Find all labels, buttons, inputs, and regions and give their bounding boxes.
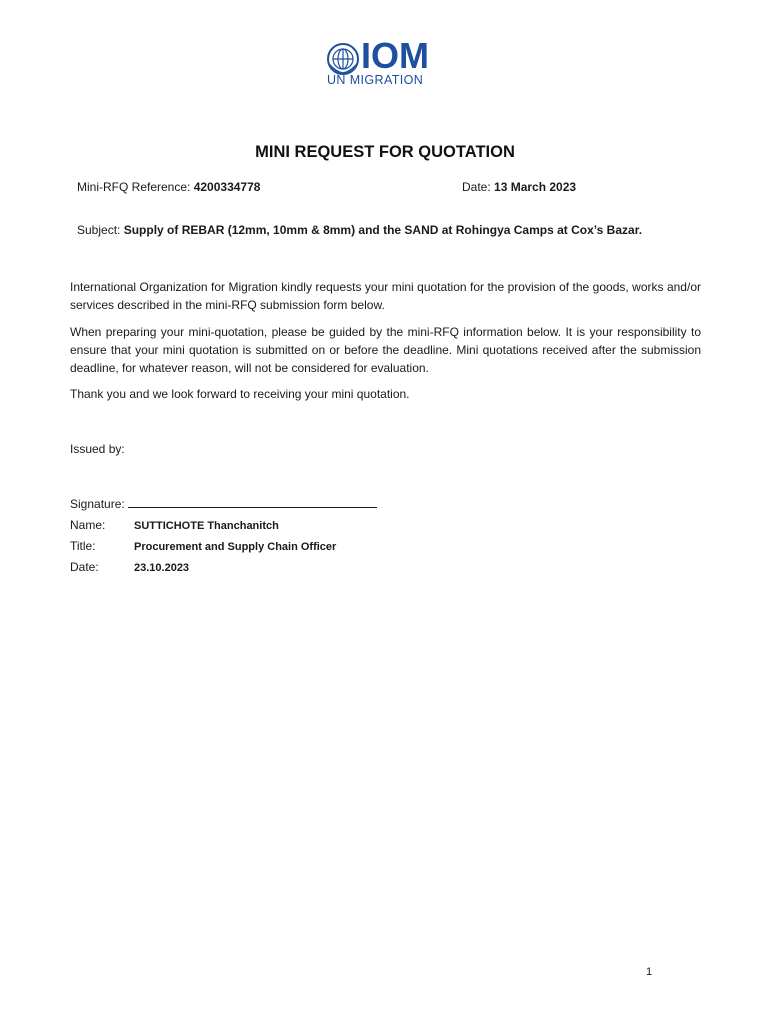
reference-line [77, 179, 260, 195]
subject-value: Supply of REBAR (12mm, 10mm & 8mm) and the SAND at Rohingya Camps at Cox’s Bazar. [123, 223, 643, 237]
subject-line [77, 222, 642, 238]
date-value: 13 March 2023 [494, 180, 577, 194]
date2-value: 23.10.2023 [134, 562, 190, 574]
reference-value: 4200334778 [193, 180, 261, 194]
reference-label: Mini-RFQ Reference: [77, 180, 194, 194]
paragraph-guidance: When preparing your mini-quotation, please be guided by the mini-RFQ information below. It is your responsibility to ensure that your mini quotation is submitted on or before the deadline. Mini quotations received after the submission deadline, for whatever reason, will not be considered for evaluation. [70, 325, 701, 375]
signature-label: Signature: [70, 497, 129, 511]
page-number: 1 [646, 966, 653, 978]
name-label: Name: [70, 518, 106, 532]
signature-line [128, 495, 377, 508]
date-line [462, 179, 576, 195]
logo-subtitle: UN MIGRATION [327, 73, 424, 87]
date2-label: Date: [70, 560, 99, 574]
name-value: SUTTICHOTE Thanchanitch [134, 520, 279, 532]
un-emblem-icon [326, 42, 360, 76]
date-label: Date: [462, 180, 495, 194]
title-value: Procurement and Supply Chain Officer [134, 541, 337, 553]
logo-brand: IOM [361, 35, 429, 76]
document-title: MINI REQUEST FOR QUOTATION [255, 143, 515, 161]
paragraph-intro: International Organization for Migration kindly requests your mini quotation for the provision of the goods, works and/or services described in the mini-RFQ submission form below. [70, 280, 701, 312]
subject-label: Subject: [77, 223, 124, 237]
iom-logo [326, 35, 446, 88]
title-label: Title: [70, 539, 96, 553]
issued-by: Issued by: [70, 442, 125, 456]
signature-row [70, 495, 377, 512]
paragraph-thanks: Thank you and we look forward to receiving your mini quotation. [70, 387, 410, 401]
